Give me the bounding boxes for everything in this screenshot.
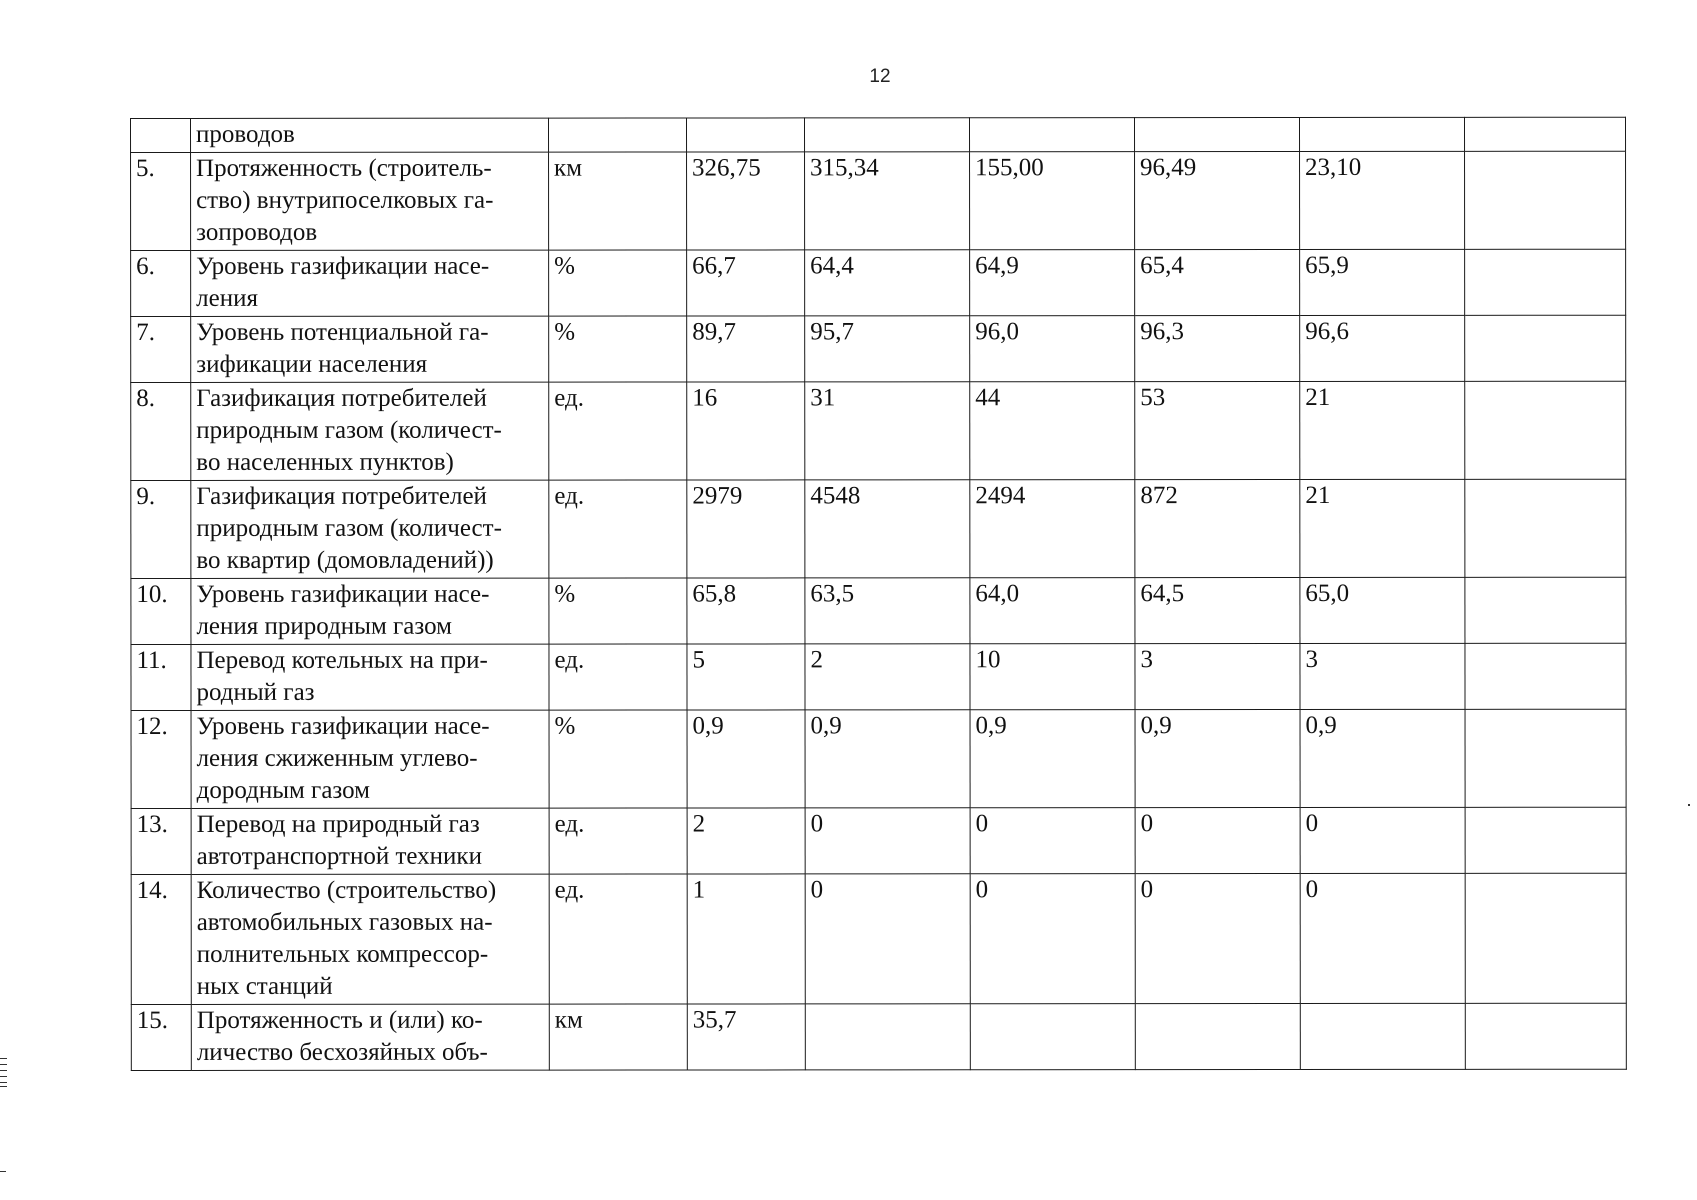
value-cell xyxy=(805,1004,970,1070)
value-cell: 65,4 xyxy=(1135,249,1300,315)
indicator-name-cell xyxy=(191,578,549,644)
value-cell: 10 xyxy=(970,644,1135,710)
scan-artifact xyxy=(0,1086,7,1087)
value-cell: 4548 xyxy=(805,480,970,578)
unit-cell: ед. xyxy=(549,808,687,874)
unit-cell: ед. xyxy=(549,382,687,480)
indicator-name-line: природным газом (количест- xyxy=(196,416,502,444)
scan-artifact xyxy=(0,1082,7,1083)
unit-cell: % xyxy=(549,578,687,644)
indicator-name-line: ления природным газом xyxy=(196,612,452,640)
row-number-cell: 14. xyxy=(131,874,191,1004)
value-cell: 21 xyxy=(1300,479,1465,577)
value-cell xyxy=(970,1004,1135,1070)
indicator-name-line: автотранспортной техники xyxy=(196,842,482,870)
scan-artifact xyxy=(0,1058,7,1059)
indicator-name-cell xyxy=(191,808,549,874)
value-cell: 64,9 xyxy=(970,250,1135,316)
value-cell xyxy=(1300,117,1465,151)
indicator-name-line: Количество (строительство) xyxy=(196,876,497,904)
value-cell: 89,7 xyxy=(687,316,805,382)
indicator-name-line: Протяженность (строитель- xyxy=(196,154,492,182)
value-cell xyxy=(1465,249,1626,315)
indicator-name-cell xyxy=(191,250,549,316)
unit-cell: км xyxy=(549,152,687,250)
indicator-name-line: Протяженность и (или) ко- xyxy=(196,1006,483,1034)
scan-artifact xyxy=(1688,804,1690,806)
value-cell: 0,9 xyxy=(1135,709,1300,807)
value-cell xyxy=(1465,709,1626,807)
indicator-name-cell xyxy=(191,118,549,152)
value-cell: 5 xyxy=(687,644,805,710)
table-row xyxy=(131,643,1626,710)
value-cell: 21 xyxy=(1300,381,1465,479)
value-cell: 0 xyxy=(1135,873,1300,1003)
row-number-cell: 8. xyxy=(131,382,191,480)
indicator-name-cell xyxy=(191,480,549,578)
value-cell: 872 xyxy=(1135,479,1300,577)
value-cell xyxy=(1465,1003,1626,1069)
indicator-name-line: родный газ xyxy=(196,678,315,706)
row-number-cell xyxy=(131,118,191,152)
value-cell: 0 xyxy=(1300,807,1465,873)
value-cell: 96,49 xyxy=(1135,151,1300,249)
value-cell: 3 xyxy=(1135,643,1300,709)
unit-cell: % xyxy=(549,710,687,808)
value-cell: 63,5 xyxy=(805,578,970,644)
value-cell xyxy=(1465,315,1626,381)
table-row xyxy=(131,151,1626,250)
indicator-name-line: Уровень газификации насе- xyxy=(196,580,490,608)
indicator-name-line: дородным газом xyxy=(196,776,370,804)
indicator-name-line: полнительных компрессор- xyxy=(196,940,489,968)
indicator-name-line: ных станций xyxy=(196,972,333,1000)
row-number-cell: 9. xyxy=(131,480,191,578)
row-number-cell: 15. xyxy=(131,1004,191,1070)
page-number: 12 xyxy=(869,66,891,87)
value-cell xyxy=(1465,807,1626,873)
indicator-name-cell xyxy=(191,382,549,480)
value-cell xyxy=(1465,873,1626,1003)
row-number-cell: 6. xyxy=(131,250,191,316)
value-cell xyxy=(1135,1003,1300,1069)
value-cell: 64,5 xyxy=(1135,577,1300,643)
unit-cell: ед. xyxy=(549,644,687,710)
value-cell xyxy=(1135,117,1300,151)
value-cell: 0,9 xyxy=(970,710,1135,808)
indicator-name-line: Уровень газификации насе- xyxy=(196,712,490,740)
unit-cell: ед. xyxy=(549,480,687,578)
value-cell: 64,0 xyxy=(970,578,1135,644)
indicator-name-line: ления xyxy=(196,284,259,312)
value-cell: 2 xyxy=(805,644,970,710)
scan-artifact xyxy=(0,1070,7,1071)
value-cell: 0,9 xyxy=(687,710,805,808)
indicator-name-line: Газификация потребителей xyxy=(196,384,487,412)
table-row xyxy=(131,381,1626,480)
unit-cell xyxy=(549,118,687,152)
unit-cell: км xyxy=(549,1004,687,1070)
indicator-name-line: Газификация потребителей xyxy=(196,482,487,510)
value-cell xyxy=(1465,643,1626,709)
value-cell: 0 xyxy=(970,874,1135,1004)
value-cell: 0 xyxy=(1300,873,1465,1003)
indicator-name-cell xyxy=(191,874,549,1004)
value-cell: 2979 xyxy=(687,480,805,578)
table-body xyxy=(131,117,1627,1070)
value-cell: 0,9 xyxy=(805,710,970,808)
value-cell xyxy=(1464,117,1625,151)
unit-cell: % xyxy=(549,250,687,316)
indicator-name-line: Уровень газификации насе- xyxy=(196,252,490,280)
indicator-name-line: ления сжиженным углево- xyxy=(196,744,478,772)
indicators-table xyxy=(130,117,1627,1071)
table-row xyxy=(131,249,1626,316)
row-number-cell: 7. xyxy=(131,316,191,382)
row-number-cell: 5. xyxy=(131,152,191,250)
value-cell: 96,3 xyxy=(1135,315,1300,381)
value-cell xyxy=(1465,151,1626,249)
indicator-name-cell xyxy=(191,316,549,382)
table-row xyxy=(131,807,1626,874)
value-cell: 65,9 xyxy=(1300,249,1465,315)
indicator-name-cell xyxy=(191,710,549,808)
value-cell: 35,7 xyxy=(687,1004,805,1070)
value-cell: 31 xyxy=(805,382,970,480)
value-cell: 96,0 xyxy=(970,316,1135,382)
value-cell: 326,75 xyxy=(687,152,805,250)
value-cell xyxy=(1465,577,1626,643)
indicator-name-line: проводов xyxy=(196,120,295,148)
value-cell xyxy=(1465,381,1626,479)
indicator-name-cell xyxy=(191,644,549,710)
table-row xyxy=(131,873,1626,1004)
indicator-name-line: ство) внутрипоселковых га- xyxy=(196,186,494,214)
indicator-name-line: во квартир (домовладений)) xyxy=(196,546,494,574)
indicator-name-cell xyxy=(191,1004,549,1070)
indicator-name-cell xyxy=(191,152,549,250)
value-cell: 96,6 xyxy=(1300,315,1465,381)
scan-artifact xyxy=(0,1076,7,1077)
table-row xyxy=(131,315,1626,382)
value-cell: 315,34 xyxy=(805,152,970,250)
value-cell: 1 xyxy=(687,874,805,1004)
row-number-cell: 13. xyxy=(131,808,191,874)
indicator-name-line: во населенных пунктов) xyxy=(196,448,454,476)
value-cell: 0 xyxy=(805,874,970,1004)
value-cell: 0,9 xyxy=(1300,709,1465,807)
value-cell: 66,7 xyxy=(687,250,805,316)
value-cell: 2494 xyxy=(970,480,1135,578)
row-number-cell: 12. xyxy=(131,710,191,808)
indicator-name-line: Уровень потенциальной га- xyxy=(196,318,489,346)
scan-artifact xyxy=(0,1171,6,1172)
value-cell: 23,10 xyxy=(1300,151,1465,249)
value-cell: 0 xyxy=(1135,807,1300,873)
unit-cell: ед. xyxy=(549,874,687,1004)
value-cell: 65,8 xyxy=(687,578,805,644)
value-cell: 16 xyxy=(687,382,805,480)
value-cell xyxy=(1300,1003,1465,1069)
value-cell: 44 xyxy=(970,382,1135,480)
table-row xyxy=(131,577,1626,644)
indicator-name-line: зопроводов xyxy=(196,218,318,246)
value-cell: 64,4 xyxy=(805,250,970,316)
table-row xyxy=(131,1003,1626,1070)
value-cell: 155,00 xyxy=(970,152,1135,250)
scan-artifact xyxy=(0,1064,7,1065)
indicator-name-line: Перевод котельных на при- xyxy=(196,646,488,674)
value-cell xyxy=(805,118,970,152)
value-cell: 0 xyxy=(805,808,970,874)
value-cell: 3 xyxy=(1300,643,1465,709)
value-cell xyxy=(1465,479,1626,577)
indicator-name-line: личество бесхозяйных объ- xyxy=(196,1038,488,1066)
indicator-name-line: Перевод на природный газ xyxy=(196,810,480,838)
indicator-name-line: автомобильных газовых на- xyxy=(196,908,493,936)
unit-cell: % xyxy=(549,316,687,382)
value-cell: 95,7 xyxy=(805,316,970,382)
value-cell xyxy=(687,118,805,152)
table-row xyxy=(131,709,1626,808)
value-cell: 2 xyxy=(687,808,805,874)
value-cell: 53 xyxy=(1135,381,1300,479)
value-cell: 65,0 xyxy=(1300,577,1465,643)
row-number-cell: 11. xyxy=(131,644,191,710)
table-row xyxy=(131,117,1626,152)
value-cell: 0 xyxy=(970,808,1135,874)
indicator-name-line: зификации населения xyxy=(196,350,428,378)
indicator-name-line: природным газом (количест- xyxy=(196,514,502,542)
value-cell xyxy=(970,118,1135,152)
row-number-cell: 10. xyxy=(131,578,191,644)
table-row xyxy=(131,479,1626,578)
